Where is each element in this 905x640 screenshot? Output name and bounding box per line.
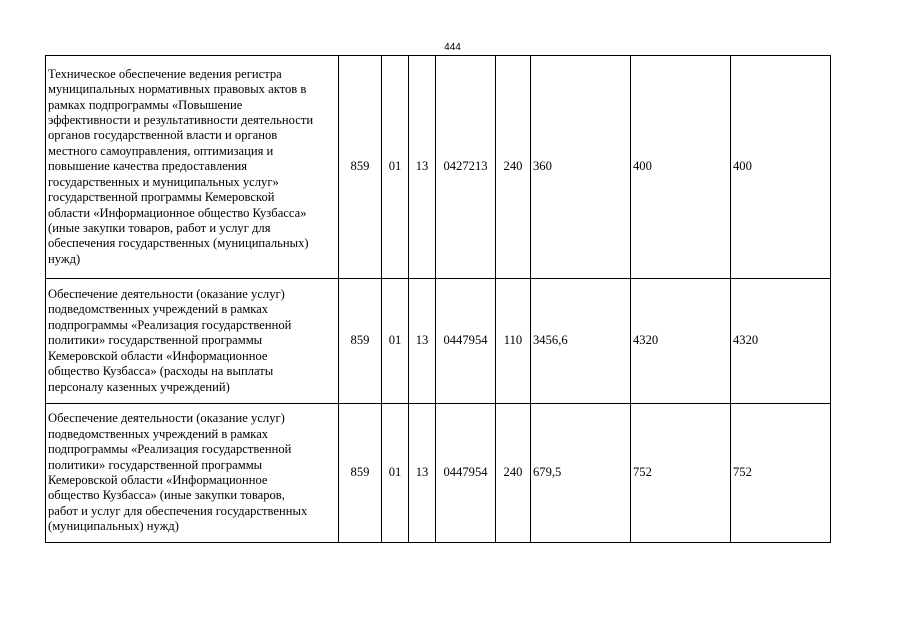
page-number: 444 xyxy=(444,42,461,53)
description-line: Техническое обеспечение ведения регистра xyxy=(48,66,282,81)
amount-year-1: 3456,6 xyxy=(531,279,631,404)
description-line: муниципальных нормативных правовых актов в xyxy=(48,82,307,97)
description-line: эффективности и результативности деятельности xyxy=(48,113,314,128)
description-line: Обеспечение деятельности (оказание услуг) xyxy=(48,411,285,426)
ministry-code: 859 xyxy=(339,279,382,404)
amount-year-1: 360 xyxy=(531,56,631,279)
amount-year-3: 4320 xyxy=(731,279,831,404)
description-line: нужд) xyxy=(48,251,81,266)
description-line: местного самоуправления, оптимизация и xyxy=(48,143,274,158)
target-article-code: 0447954 xyxy=(436,279,496,404)
amount-year-1: 679,5 xyxy=(531,404,631,543)
description-line: персоналу казенных учреждений) xyxy=(48,379,230,394)
amount-year-2: 752 xyxy=(631,404,731,543)
description-line: Кемеровской области «Информационное xyxy=(48,348,268,363)
section-code: 01 xyxy=(382,279,409,404)
description-line: рамках подпрограммы «Повышение xyxy=(48,97,243,112)
subsection-code: 13 xyxy=(409,56,436,279)
ministry-code: 859 xyxy=(339,404,382,543)
ministry-code: 859 xyxy=(339,56,382,279)
description-line: Обеспечение деятельности (оказание услуг) xyxy=(48,287,285,302)
table-row xyxy=(46,279,831,404)
table-row xyxy=(46,404,831,543)
description-line: государственной программы Кемеровской xyxy=(48,190,275,205)
row-description xyxy=(46,279,339,404)
amount-year-3: 400 xyxy=(731,56,831,279)
section-code: 01 xyxy=(382,56,409,279)
description-line: работ и услуг для обеспечения государственных xyxy=(48,503,308,518)
budget-table xyxy=(45,55,831,543)
subsection-code: 13 xyxy=(409,404,436,543)
description-line: государственных и муниципальных услуг» xyxy=(48,174,279,189)
description-line: обеспечения государственных (муниципальных) xyxy=(48,236,309,251)
description-line: подведомственных учреждений в рамках xyxy=(48,426,269,441)
amount-year-2: 4320 xyxy=(631,279,731,404)
description-line: политики» государственной программы xyxy=(48,333,263,348)
table-row xyxy=(46,56,831,279)
description-line: повышение качества предоставления xyxy=(48,159,248,174)
description-line: общество Кузбасса» (иные закупки товаров, xyxy=(48,488,285,503)
expense-type-code: 110 xyxy=(496,279,531,404)
row-description xyxy=(46,56,339,279)
row-description xyxy=(46,404,339,543)
description-line: подпрограммы «Реализация государственной xyxy=(48,442,292,457)
description-line: области «Информационное общество Кузбасса» xyxy=(48,205,307,220)
description-line: политики» государственной программы xyxy=(48,457,263,472)
expense-type-code: 240 xyxy=(496,404,531,543)
amount-year-3: 752 xyxy=(731,404,831,543)
description-line: подведомственных учреждений в рамках xyxy=(48,302,269,317)
description-line: (иные закупки товаров, работ и услуг для xyxy=(48,220,271,235)
description-line: подпрограммы «Реализация государственной xyxy=(48,317,292,332)
amount-year-2: 400 xyxy=(631,56,731,279)
target-article-code: 0447954 xyxy=(436,404,496,543)
description-line: общество Кузбасса» (расходы на выплаты xyxy=(48,364,274,379)
expense-type-code: 240 xyxy=(496,56,531,279)
subsection-code: 13 xyxy=(409,279,436,404)
description-line: (муниципальных) нужд) xyxy=(48,519,179,534)
description-line: органов государственной власти и органов xyxy=(48,128,278,143)
section-code: 01 xyxy=(382,404,409,543)
description-line: Кемеровской области «Информационное xyxy=(48,473,268,487)
target-article-code: 0427213 xyxy=(436,56,496,279)
